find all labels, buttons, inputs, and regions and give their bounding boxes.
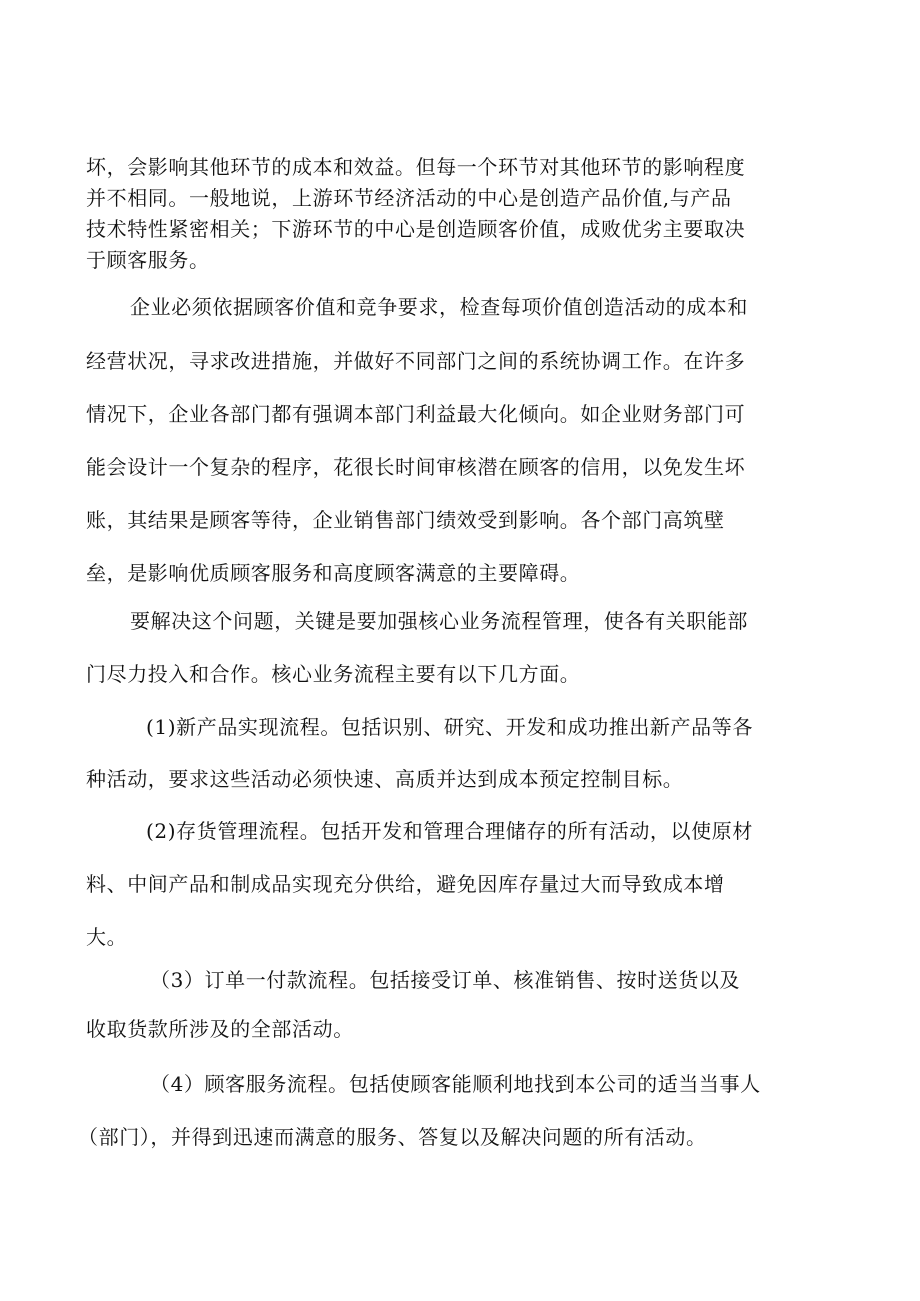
list-item-line: (1)新产品实现流程。包括识别、研究、开发和成功推出新产品等各 [146, 715, 753, 739]
text-line: 技术特性紧密相关；下游环节的中心是创造顾客价值，成败优劣主要取决 [86, 217, 746, 241]
list-item-line: （3）订单一付款流程。包括接受订单、核准销售、按时送货以及 [150, 968, 741, 992]
text-line: 门尽力投入和合作。核心业务流程主要有以下几方面。 [86, 662, 581, 686]
text-line: 垒，是影响优质顾客服务和高度顾客满意的主要障碍。 [86, 561, 581, 585]
list-item-line: 料、中间产品和制成品实现充分供给，避免因库存量过大而导致成本增 [86, 872, 725, 896]
text-line: 并不相同。一般地说，上游环节经济活动的中心是创造产品价值,与产品 [86, 186, 732, 210]
text-line: 要解决这个问题，关键是要加强核心业务流程管理，使各有关职能部 [130, 609, 748, 633]
list-item-line: 收取货款所涉及的全部活动。 [86, 1017, 354, 1041]
list-item-line: （部门），并得到迅速而满意的服务、答复以及解决问题的所有活动。 [78, 1125, 707, 1149]
text-line: 账，其结果是顾客等待，企业销售部门绩效受到影响。各个部门高筑壁 [86, 508, 725, 532]
list-item-line: （4）顾客服务流程。包括使顾客能顺利地找到本公司的适当当事人 [150, 1072, 761, 1096]
list-item-line: (2)存货管理流程。包括开发和管理合理储存的所有活动，以使原材 [146, 819, 753, 843]
list-item-line: 大。 [86, 925, 128, 949]
text-line: 坏，会影响其他环节的成本和效益。但每一个环节对其他环节的影响程度 [86, 155, 746, 179]
list-item-line: 种活动，要求这些活动必须快速、高质并达到成本预定控制目标。 [86, 767, 684, 791]
text-line: 企业必须依据顾客价值和竞争要求，检查每项价值创造活动的成本和 [130, 295, 748, 319]
text-line: 情况下，企业各部门都有强调本部门利益最大化倾向。如企业财务部门可 [86, 402, 746, 426]
text-line: 于顾客服务。 [86, 248, 210, 272]
text-line: 能会设计一个复杂的程序，花很长时间审核潜在顾客的信用，以免发生坏 [86, 455, 746, 479]
text-line: 经营状况，寻求改进措施，并做好不同部门之间的系统协调工作。在许多 [86, 349, 746, 373]
